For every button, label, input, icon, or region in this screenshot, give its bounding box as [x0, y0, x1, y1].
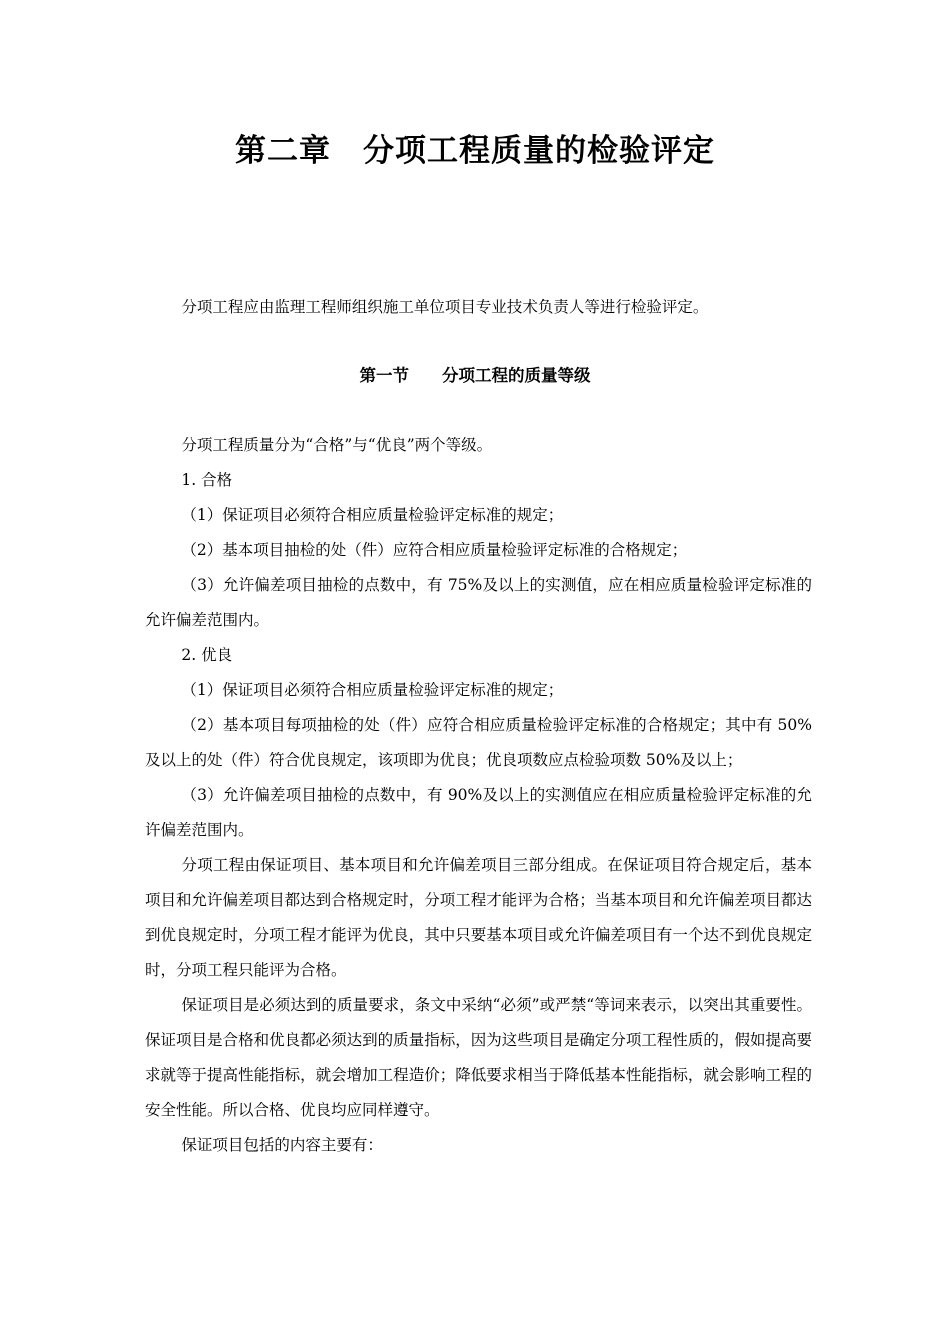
heading-excellent: 2. 优良 — [181, 646, 233, 664]
chapter-title: 第二章 分项工程质量的检验评定 — [235, 133, 715, 169]
intro-block — [145, 290, 812, 325]
paragraph-composition: 分项工程由保证项目、基本项目和允许偏差项目三部分组成。在保证项目符合规定后，基本项目和允许偏差项目都达到合格规定时，分项工程才能评为合格；当基本项目和允许偏差项目都达到优良规定时，分项工程才能评为优良，其中只要基本项目或允许偏差项目有一个达不到优良规定时，分项工程只能评为合格。 — [145, 856, 812, 979]
qualified-item-3: （3）允许偏差项目抽检的点数中，有 75%及以上的实测值，应在相应质量检验评定标准的允许偏差范围内。 — [145, 576, 812, 629]
qualified-item-2: （2）基本项目抽检的处（件）应符合相应质量检验评定标准的合格规定； — [181, 541, 688, 559]
intro-paragraph: 分项工程应由监理工程师组织施工单位项目专业技术负责人等进行检验评定。 — [181, 298, 709, 316]
qualified-item-1: （1）保证项目必须符合相应质量检验评定标准的规定； — [181, 506, 564, 524]
excellent-item-2: （2）基本项目每项抽检的处（件）应符合相应质量检验评定标准的合格规定；其中有 50%及以上的处（件）符合优良规定，该项即为优良；优良项数应点检验项数 50%及以上； — [145, 716, 812, 769]
paragraph-guarantee-contents: 保证项目包括的内容主要有： — [181, 1136, 383, 1154]
excellent-item-1: （1）保证项目必须符合相应质量检验评定标准的规定； — [181, 681, 564, 699]
paragraph-grades: 分项工程质量分为“合格”与“优良”两个等级。 — [181, 436, 493, 454]
excellent-item-3: （3）允许偏差项目抽检的点数中，有 90%及以上的实测值应在相应质量检验评定标准的允许偏差范围内。 — [145, 786, 812, 839]
section-title: 第一节 分项工程的质量等级 — [359, 366, 591, 385]
heading-qualified: 1. 合格 — [181, 471, 233, 489]
body-text — [145, 428, 812, 1163]
paragraph-guarantee-items: 保证项目是必须达到的质量要求，条文中采纳“必须”或严禁“等词来表示，以突出其重要性。保证项目是合格和优良都必须达到的质量指标，因为这些项目是确定分项工程性质的，假如提高要求就等于提高性能指标，就会增加工程造价；降低要求相当于降低基本性能指标，就会影响工程的安全性能。所以合格、优良均应同样遵守。 — [145, 996, 812, 1119]
